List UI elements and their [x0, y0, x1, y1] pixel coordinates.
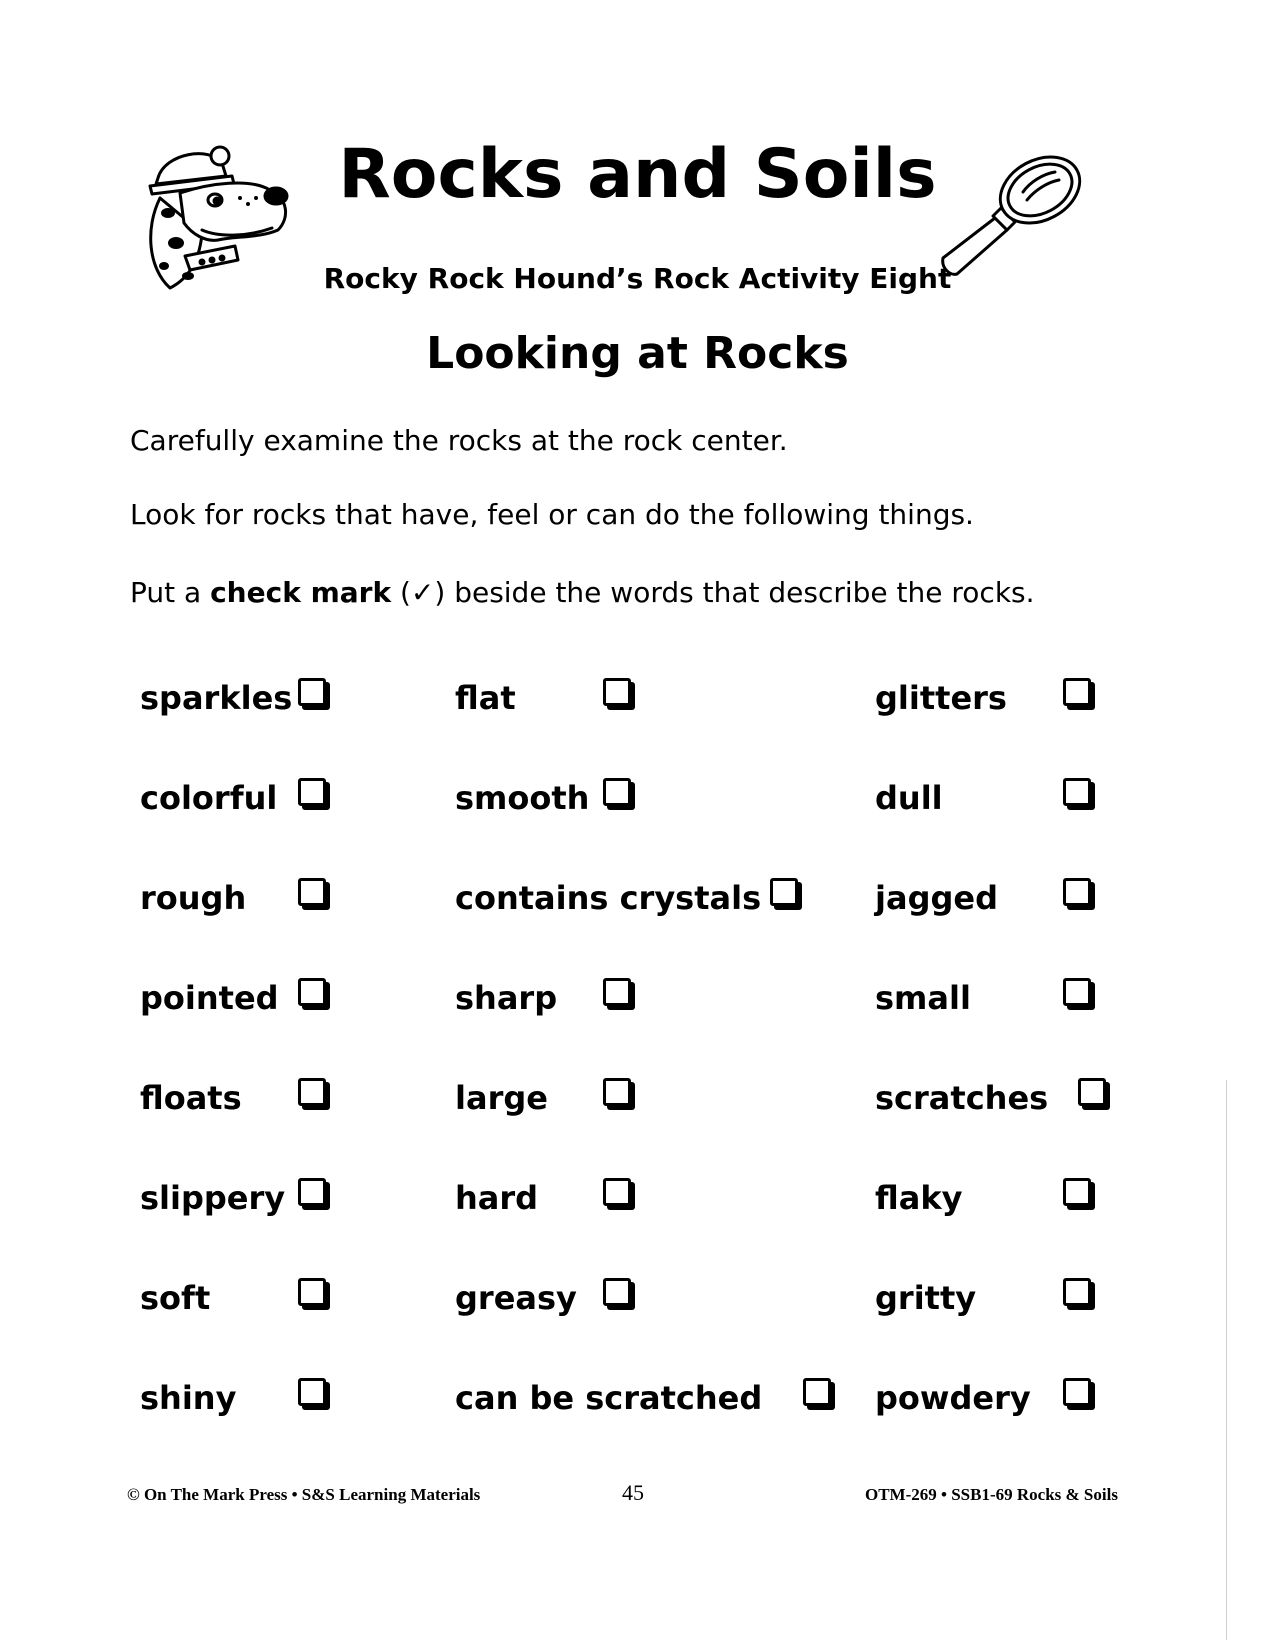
instruction-1: Carefully examine the rocks at the rock center. — [130, 424, 788, 457]
checklist-label: sparkles — [140, 679, 293, 717]
checklist-label: powdery — [875, 1379, 1031, 1417]
checklist-label: hard — [455, 1179, 539, 1217]
checklist-label: slippery — [140, 1179, 286, 1217]
checkbox[interactable] — [1078, 1078, 1106, 1106]
footer-product-code: OTM-269 • SSB1-69 Rocks & Soils — [865, 1485, 1118, 1504]
checkbox[interactable] — [298, 1278, 326, 1306]
checklist-label: smooth — [455, 779, 590, 817]
page-edge-line — [1226, 1080, 1227, 1640]
checklist-label: glitters — [875, 679, 1007, 717]
checkbox[interactable] — [298, 1178, 326, 1206]
checkbox[interactable] — [603, 1078, 631, 1106]
activity-subtitle: Rocky Rock Hound’s Rock Activity Eight — [323, 262, 952, 295]
checklist-label: flat — [455, 679, 516, 717]
page-number: 45 — [622, 1480, 644, 1505]
checklist-label: can be scratched — [455, 1379, 763, 1417]
checkbox[interactable] — [603, 1278, 631, 1306]
checklist-label: shiny — [140, 1379, 237, 1417]
checkbox[interactable] — [298, 1078, 326, 1106]
checklist-label: pointed — [140, 979, 279, 1017]
checklist-label: gritty — [875, 1279, 977, 1317]
section-title: Looking at Rocks — [426, 328, 849, 379]
checklist-label: greasy — [455, 1279, 577, 1317]
checklist-label: floats — [140, 1079, 242, 1117]
page-title: Rocks and Soils — [338, 135, 937, 214]
checkbox[interactable] — [298, 678, 326, 706]
instruction-2: Look for rocks that have, feel or can do the following things. — [130, 498, 974, 531]
instruction-3-bold: check mark — [210, 576, 392, 609]
check-mark-symbol: (✓) — [391, 576, 455, 609]
checklist-label: colorful — [140, 779, 278, 817]
checkbox[interactable] — [1063, 1178, 1091, 1206]
checkbox[interactable] — [1063, 978, 1091, 1006]
checkbox[interactable] — [770, 878, 798, 906]
checkbox[interactable] — [1063, 1278, 1091, 1306]
checklist-label: soft — [140, 1279, 211, 1317]
checklist-label: flaky — [875, 1179, 963, 1217]
checklist-label: rough — [140, 879, 247, 917]
instruction-3 — [130, 576, 1035, 609]
checkbox[interactable] — [603, 1178, 631, 1206]
checklist-label: dull — [875, 779, 943, 817]
checkbox[interactable] — [1063, 778, 1091, 806]
checkbox[interactable] — [603, 778, 631, 806]
checklist-label: jagged — [875, 879, 998, 917]
checkbox[interactable] — [603, 678, 631, 706]
checkbox[interactable] — [298, 1378, 326, 1406]
checkbox[interactable] — [1063, 1378, 1091, 1406]
checkbox[interactable] — [298, 778, 326, 806]
checklist-label: small — [875, 979, 971, 1017]
checkbox[interactable] — [1063, 678, 1091, 706]
checklist-label: contains crystals — [455, 879, 762, 917]
checkbox[interactable] — [298, 978, 326, 1006]
checkbox[interactable] — [803, 1378, 831, 1406]
checkbox[interactable] — [603, 978, 631, 1006]
instruction-3-suffix: beside the words that describe the rocks. — [454, 576, 1035, 609]
checklist-label: large — [455, 1079, 548, 1117]
checklist-label: sharp — [455, 979, 558, 1017]
checkbox[interactable] — [298, 878, 326, 906]
checklist-label: scratches — [875, 1079, 1049, 1117]
footer-publisher: © On The Mark Press • S&S Learning Materials — [127, 1485, 481, 1504]
checkbox[interactable] — [1063, 878, 1091, 906]
instruction-3-prefix: Put a — [130, 576, 211, 609]
